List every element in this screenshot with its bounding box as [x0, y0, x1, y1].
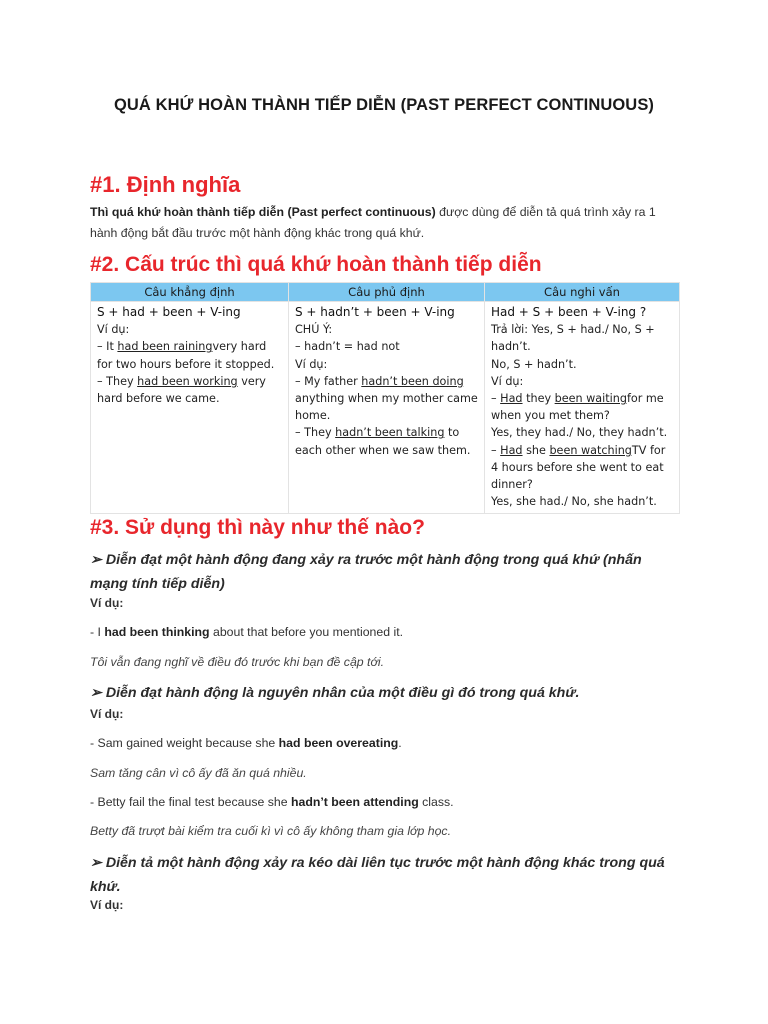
example-line: – Had she been watchingTV for 4 hours before she went to eat dinner? [491, 443, 666, 492]
table-header-row [91, 283, 680, 302]
answer-line: Yes, they had./ No, they hadn’t. [491, 426, 668, 440]
example-label: Ví dụ: [97, 323, 130, 337]
translation-3: Betty đã trượt bài kiểm tra cuối kì vì cô ấy không tham gia lớp học. [90, 824, 451, 838]
interrogative-formula: Had + S + been + V-ing ? [491, 305, 647, 319]
example-line: – They hadn’t been talking to each other when we saw them. [295, 426, 471, 457]
column-header: Câu nghi vấn [485, 283, 680, 302]
usage-3-heading: ➢ Diễn tả một hành động xảy ra kéo dài liên tục trước một hành động khác trong quá khứ. [90, 855, 665, 895]
affirmative-formula: S + had + been + V-ing [97, 305, 241, 319]
example-sentence-1: - I had been thinking about that before you mentioned it. [90, 625, 404, 639]
translation-2: Sam tăng cân vì cô ấy đã ăn quá nhiều. [90, 766, 307, 780]
answer-line: Yes, she had./ No, she hadn’t. [491, 495, 657, 509]
interrogative-cell [485, 302, 680, 514]
underlined-verb: Had [500, 392, 523, 406]
example-label: Ví dụ: [90, 898, 124, 912]
answer-line: No, S + hadn’t. [491, 357, 577, 371]
example-label: Ví dụ: [491, 374, 524, 388]
definition-term: Thì quá khứ hoàn thành tiếp diễn [90, 205, 285, 219]
table-row [91, 302, 680, 514]
example-label: Ví dụ: [295, 357, 328, 371]
note-line: – hadn’t = had not [295, 340, 400, 354]
affirmative-cell [91, 302, 289, 514]
underlined-verb: had been working [137, 374, 238, 388]
column-header: Câu phủ định [289, 283, 485, 302]
underlined-verb: had been raining [117, 340, 213, 354]
example-line: – My father hadn’t been doing anything when my mother came home. [295, 374, 478, 423]
page-title: QUÁ KHỨ HOÀN THÀNH TIẾP DIỄN (PAST PERFECT CONTINUOUS) [113, 96, 655, 114]
translation-1: Tôi vẫn đang nghĩ về điều đó trước khi bạn đề cập tới. [90, 655, 385, 669]
underlined-verb: been waiting [554, 392, 627, 406]
section-3-heading: #3. Sử dụng thì này như thế nào? [90, 516, 425, 539]
section-1-heading: #1. Định nghĩa [90, 172, 241, 197]
underlined-verb: hadn’t been doing [361, 374, 464, 388]
negative-formula: S + hadn’t + been + V-ing [295, 305, 455, 319]
example-label: Ví dụ: [90, 596, 124, 610]
example-line: – They had been working very hard before we came. [97, 374, 266, 406]
underlined-verb: Had [500, 443, 523, 457]
structure-table [90, 282, 680, 514]
negative-cell [289, 302, 485, 514]
usage-1-heading: ➢ Diễn đạt một hành động đang xảy ra trước một hành động trong quá khứ (nhấn mạng tính tiếp diễn) [90, 552, 642, 592]
section-2-heading: #2. Cấu trúc thì quá khứ hoàn thành tiếp diễn [90, 253, 542, 276]
example-line: – It had been rainingvery hard for two hours before it stopped. [97, 340, 275, 371]
note-label: CHÚ Ý: [295, 323, 333, 337]
usage-2-heading: ➢ Diễn đạt hành động là nguyên nhân của một điều gì đó trong quá khứ. [90, 685, 580, 701]
example-line: – Had they been waitingfor me when you met them? [491, 392, 664, 423]
underlined-verb: been watching [549, 443, 632, 457]
column-header: Câu khẳng định [91, 283, 289, 302]
underlined-verb: hadn’t been talking [335, 426, 445, 440]
definition-text: được dùng để diễn tả quá trình xảy ra 1 hành động bắt đầu trước một hành động khác trong quá khứ. [90, 205, 656, 240]
definition-term-english: (Past perfect continuous) [287, 205, 436, 219]
answer-line: Trả lời: Yes, S + had./ No, S + hadn’t. [491, 323, 655, 354]
example-sentence-3: - Betty fail the final test because she hadn’t been attending class. [90, 795, 454, 809]
definition-paragraph [90, 202, 682, 244]
example-sentence-2: - Sam gained weight because she had been overeating. [90, 736, 402, 750]
example-label: Ví dụ: [90, 707, 124, 721]
